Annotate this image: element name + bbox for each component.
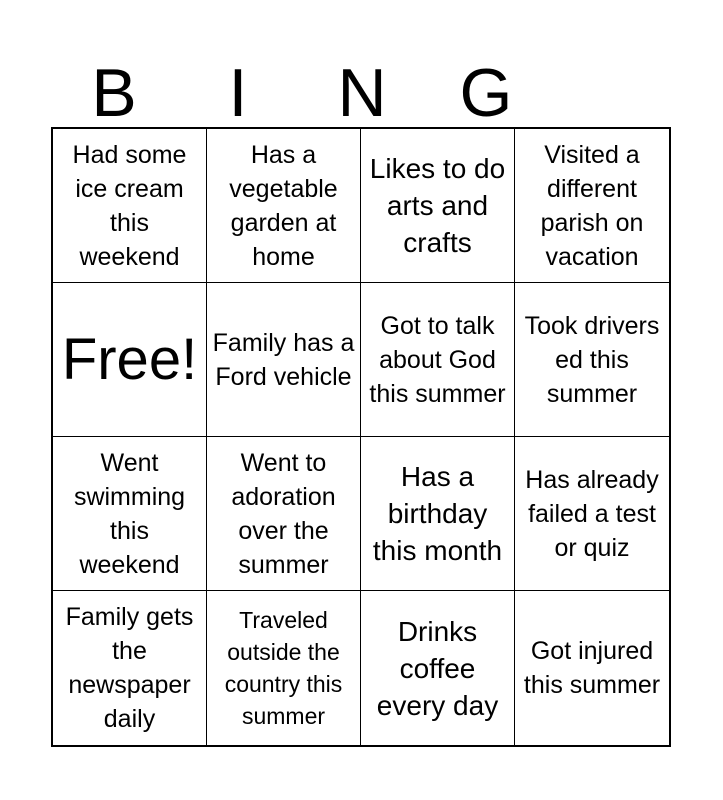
cell-text: Went swimming this weekend — [73, 448, 186, 579]
cell-text: Has a birthday this month — [372, 461, 503, 566]
bingo-board — [51, 127, 671, 747]
cell-text: Visited a different parish on vacation — [540, 140, 644, 271]
bingo-cell[interactable] — [361, 283, 515, 437]
cell-text: Has a vegetable garden at home — [229, 140, 338, 271]
cell-text: Has already failed a test or quiz — [525, 465, 659, 562]
header-letter-b: B — [91, 55, 137, 131]
bingo-header — [52, 52, 672, 131]
bingo-cell[interactable] — [207, 129, 361, 283]
bingo-cell[interactable] — [515, 591, 669, 745]
bingo-cell[interactable] — [53, 129, 207, 283]
header-letter-g: G — [459, 55, 513, 131]
cell-text: Got to talk about God this summer — [369, 311, 506, 408]
bingo-cell[interactable] — [207, 591, 361, 745]
cell-text: Went to adoration over the summer — [231, 448, 336, 579]
bingo-cell[interactable] — [361, 591, 515, 745]
bingo-cell[interactable] — [361, 129, 515, 283]
bingo-cell[interactable] — [515, 283, 669, 437]
cell-text: Took drivers ed this summer — [524, 311, 660, 408]
header-letter-i: I — [228, 55, 248, 131]
cell-text: Family has a Ford vehicle — [212, 328, 355, 391]
cell-text: Got injured this summer — [523, 637, 661, 699]
bingo-cell[interactable] — [53, 591, 207, 745]
bingo-cell[interactable] — [53, 437, 207, 591]
free-space-cell[interactable] — [53, 283, 207, 437]
cell-text: Family gets the newspaper daily — [65, 603, 194, 733]
bingo-cell[interactable] — [515, 129, 669, 283]
free-space-text: Free! — [61, 326, 198, 392]
cell-text: Traveled outside the country this summer — [224, 607, 343, 729]
cell-text: Likes to do arts and crafts — [369, 153, 506, 258]
cell-text: Had some ice cream this weekend — [72, 140, 187, 271]
bingo-cell[interactable] — [207, 283, 361, 437]
cell-text: Drinks coffee every day — [376, 615, 499, 721]
bingo-cell[interactable] — [207, 437, 361, 591]
bingo-cell[interactable] — [515, 437, 669, 591]
header-letter-n: N — [337, 55, 387, 131]
bingo-cell[interactable] — [361, 437, 515, 591]
